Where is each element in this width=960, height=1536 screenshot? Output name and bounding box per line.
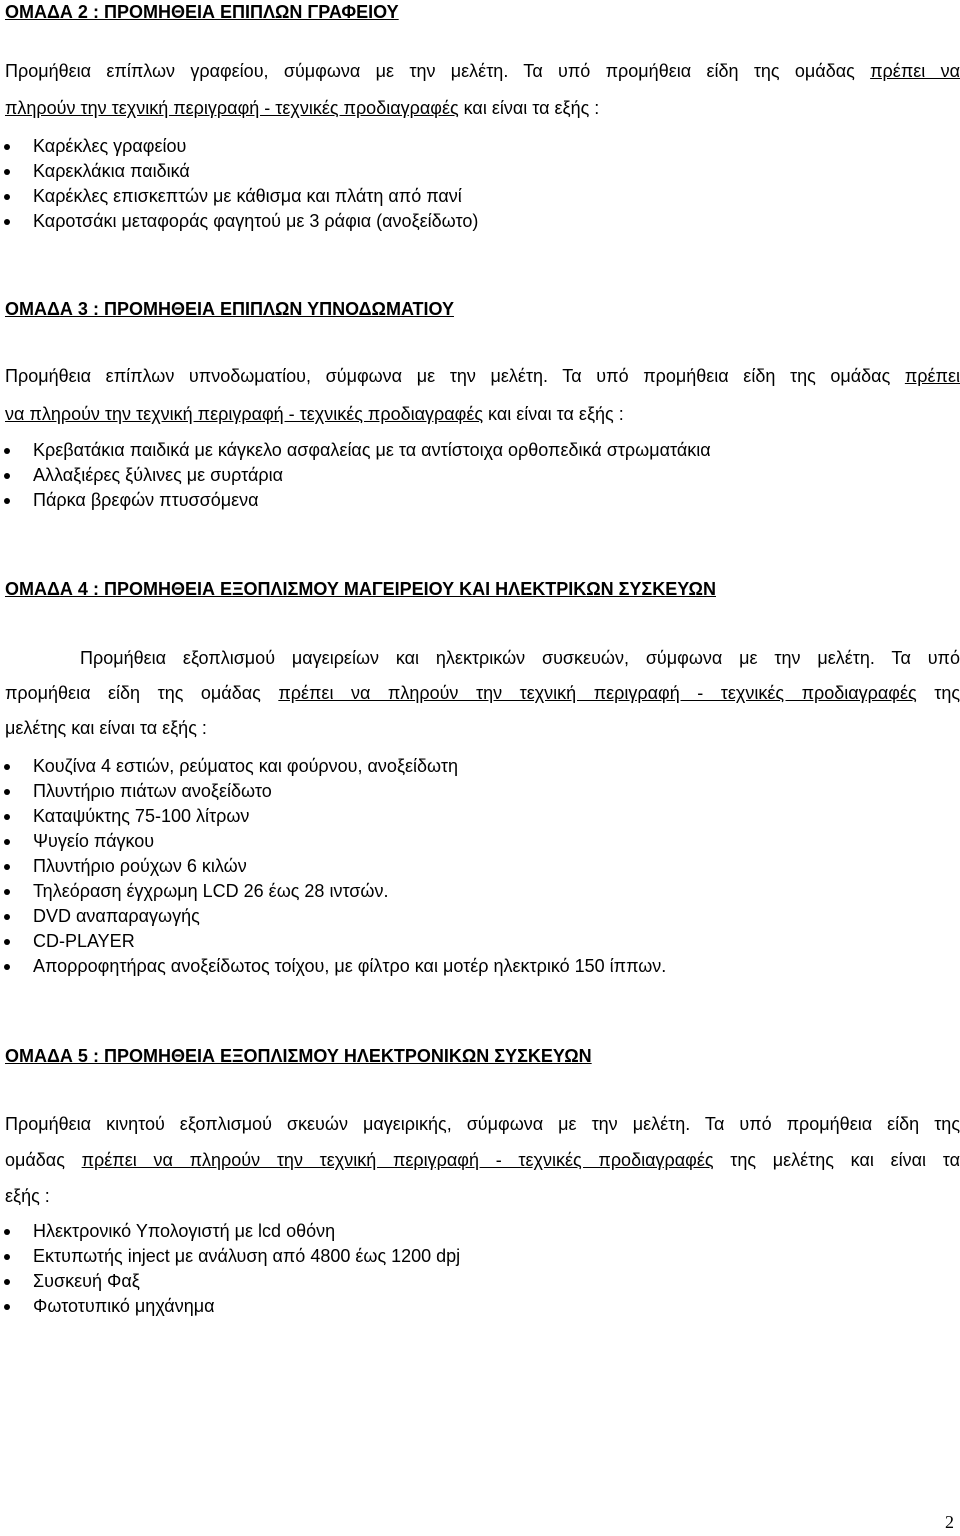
list-item: CD-PLAYER (0, 929, 666, 954)
group2-paragraph-line1: Προμήθεια επίπλων γραφείου, σύμφωνα με την μελέτη. Τα υπό προμήθεια είδη της ομάδας πρέπει να (5, 61, 960, 81)
group3-heading: ΟΜΑΔΑ 3 : ΠΡΟΜΗΘΕΙΑ ΕΠΙΠΛΩΝ ΥΠΝΟΔΩΜΑΤΙΟΥ (5, 299, 454, 319)
list-item: Καρέκλες γραφείου (0, 134, 478, 159)
group2-paragraph-line2: πληρούν την τεχνική περιγραφή - τεχνικές προδιαγραφές και είναι τα εξής : (5, 98, 600, 118)
group5-paragraph-line1: Προμήθεια κινητού εξοπλισμού σκευών μαγειρικής, σύμφωνα με την μελέτη. Τα υπό προμήθεια είδη της (5, 1114, 960, 1134)
list-item: Καρεκλάκια παιδικά (0, 159, 478, 184)
group3-paragraph-line1: Προμήθεια επίπλων υπνοδωματίου, σύμφωνα με την μελέτη. Τα υπό προμήθεια είδη της ομάδας πρέπει (5, 366, 960, 386)
list-item: Εκτυπωτής inject με ανάλυση από 4800 έως 1200 dpj (0, 1244, 460, 1269)
group5-paragraph-line2: ομάδας πρέπει να πληρούν την τεχνική περιγραφή - τεχνικές προδιαγραφές της μελέτης και είναι τα (5, 1150, 960, 1170)
list-item: Κρεβατάκια παιδικά με κάγκελο ασφαλείας με τα αντίστοιχα ορθοπεδικά στρωματάκια (0, 438, 711, 463)
list-item: Κουζίνα 4 εστιών, ρεύματος και φούρνου, ανοξείδωτη (0, 754, 666, 779)
group4-item-list (0, 754, 666, 979)
group3-paragraph-line2: να πληρούν την τεχνική περιγραφή - τεχνικές προδιαγραφές και είναι τα εξής : (5, 404, 624, 424)
group4-paragraph-line3: μελέτης και είναι τα εξής : (5, 718, 207, 738)
group5-heading: ΟΜΑΔΑ 5 : ΠΡΟΜΗΘΕΙΑ ΕΞΟΠΛΙΣΜΟΥ ΗΛΕΚΤΡΟΝΙΚΩΝ ΣΥΣΚΕΥΩΝ (5, 1046, 592, 1066)
list-item: DVD αναπαραγωγής (0, 904, 666, 929)
list-item: Καροτσάκι μεταφοράς φαγητού με 3 ράφια (ανοξείδωτο) (0, 209, 478, 234)
list-item: Πλυντήριο πιάτων ανοξείδωτο (0, 779, 666, 804)
list-item: Ηλεκτρονικό Υπολογιστή με lcd οθόνη (0, 1219, 460, 1244)
group2-item-list (0, 134, 478, 234)
list-item: Συσκευή Φαξ (0, 1269, 460, 1294)
group5-item-list (0, 1219, 460, 1319)
group2-heading: ΟΜΑΔΑ 2 : ΠΡΟΜΗΘΕΙΑ ΕΠΙΠΛΩΝ ΓΡΑΦΕΙΟΥ (5, 2, 399, 22)
list-item: Πάρκα βρεφών πτυσσόμενα (0, 488, 711, 513)
list-item: Φωτοτυπικό μηχάνημα (0, 1294, 460, 1319)
group3-item-list (0, 438, 711, 513)
list-item: Πλυντήριο ρούχων 6 κιλών (0, 854, 666, 879)
list-item: Ψυγείο πάγκου (0, 829, 666, 854)
page-number: 2 (945, 1512, 954, 1532)
group4-paragraph-line2: προμήθεια είδη της ομάδας πρέπει να πληρούν την τεχνική περιγραφή - τεχνικές προδιαγραφές της (5, 683, 960, 703)
list-item: Απορροφητήρας ανοξείδωτος τοίχου, με φίλτρο και μοτέρ ηλεκτρικό 150 ίππων. (0, 954, 666, 979)
list-item: Καταψύκτης 75-100 λίτρων (0, 804, 666, 829)
list-item: Αλλαξιέρες ξύλινες με συρτάρια (0, 463, 711, 488)
list-item: Τηλεόραση έγχρωμη LCD 26 έως 28 ιντσών. (0, 879, 666, 904)
group5-paragraph-line3: εξής : (5, 1186, 50, 1206)
group4-paragraph-line1: Προμήθεια εξοπλισμού μαγειρείων και ηλεκτρικών συσκευών, σύμφωνα με την μελέτη. Τα υπό (80, 648, 960, 668)
list-item: Καρέκλες επισκεπτών με κάθισμα και πλάτη από πανί (0, 184, 478, 209)
group4-heading: ΟΜΑΔΑ 4 : ΠΡΟΜΗΘΕΙΑ ΕΞΟΠΛΙΣΜΟΥ ΜΑΓΕΙΡΕΙΟΥ ΚΑΙ ΗΛΕΚΤΡΙΚΩΝ ΣΥΣΚΕΥΩΝ (5, 579, 716, 599)
